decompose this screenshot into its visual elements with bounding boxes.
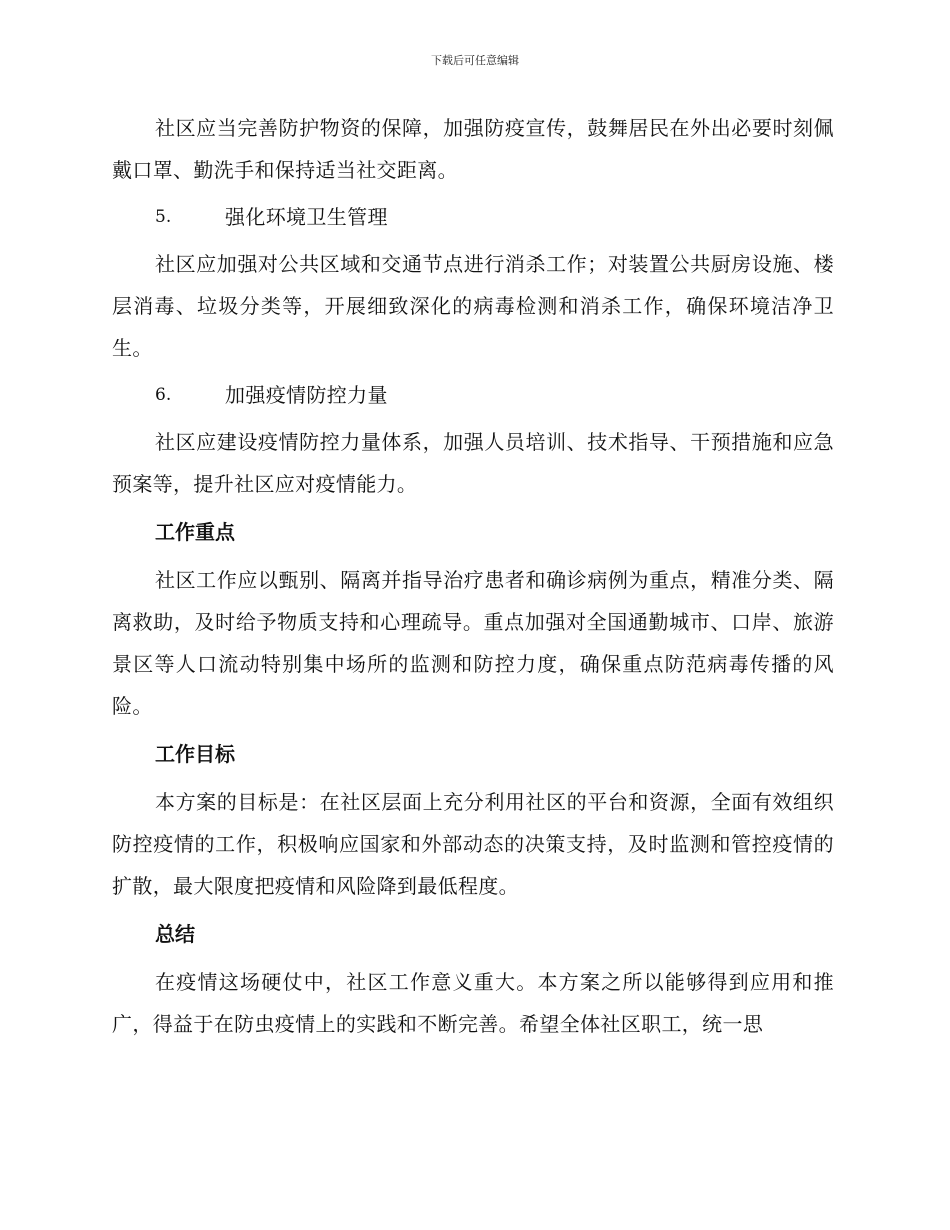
document-body [112, 107, 834, 1045]
paragraph-work-goal: 本方案的目标是：在社区层面上充分利用社区的平台和资源，全面有效组织防控疫情的工作，积极响应国家和外部动态的决策支持，及时监测和管控疫情的扩散，最大限度把疫情和风险降到最低程度。 [112, 790, 834, 898]
section-heading-goal: 工作目标 [155, 742, 235, 766]
list-item-6 [112, 374, 834, 416]
list-item-title: 加强疫情防控力量 [225, 383, 388, 407]
paragraph-environment-hygiene: 社区应加强对公共区域和交通节点进行消杀工作；对装置公共厨房设施、楼层消毒、垃圾分类等，开展细致深化的病毒检测和消杀工作，确保环境洁净卫生。 [112, 252, 834, 360]
list-item-title: 强化环境卫生管理 [225, 205, 388, 229]
list-item-5 [112, 196, 834, 238]
section-heading-summary: 总结 [155, 922, 195, 946]
list-number: 5. [155, 207, 172, 227]
section-heading-focus: 工作重点 [155, 520, 235, 544]
list-number: 6. [155, 385, 172, 405]
page-header: 下载后可任意编辑 [431, 54, 519, 67]
paragraph-work-focus: 社区工作应以甄别、隔离并指导治疗患者和确诊病例为重点，精准分类、隔离救助，及时给予物质支持和心理疏导。重点加强对全国通勤城市、口岸、旅游景区等人口流动特别集中场所的监测和防控力度，确保重点防范病毒传播的风险。 [112, 568, 834, 718]
paragraph-protective-supplies: 社区应当完善防护物资的保障，加强防疫宣传，鼓舞居民在外出必要时刻佩戴口罩、勤洗手和保持适当社交距离。 [112, 116, 834, 182]
paragraph-prevention-force: 社区应建设疫情防控力量体系，加强人员培训、技术指导、干预措施和应急预案等，提升社区应对疫情能力。 [112, 430, 834, 496]
paragraph-summary: 在疫情这场硬仗中，社区工作意义重大。本方案之所以能够得到应用和推广，得益于在防虫疫情上的实践和不断完善。希望全体社区职工，统一思 [112, 970, 834, 1036]
